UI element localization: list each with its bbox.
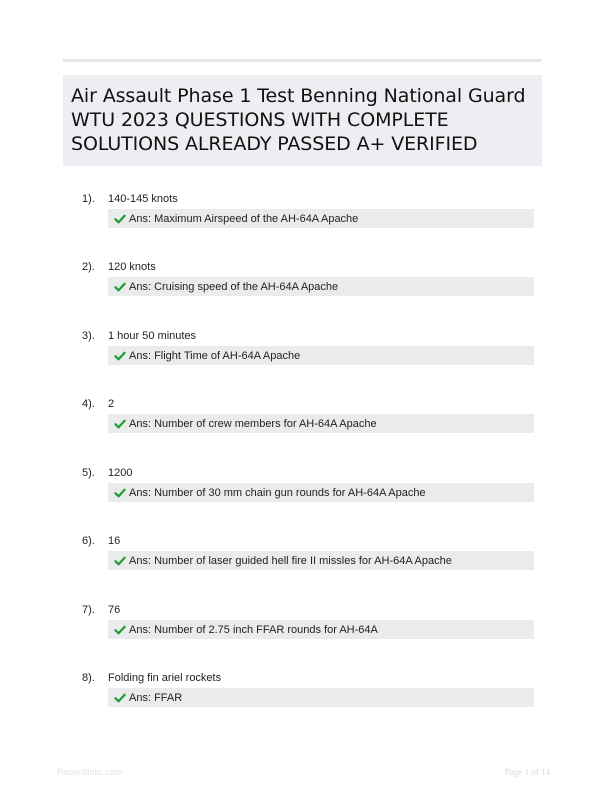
qa-item (0, 466, 606, 526)
check-icon (114, 487, 126, 499)
question-number: 1). (82, 193, 95, 205)
check-icon (114, 555, 126, 567)
footer-watermark: PaperStolic.com (57, 767, 123, 777)
qa-item (0, 260, 606, 320)
question-text: 1200 (108, 467, 133, 479)
document-title: Air Assault Phase 1 Test Benning National Guard WTU 2023 QUESTIONS WITH COMPLETE SOLUTIONS ALREADY PASSED A+ VERIFIED (71, 85, 526, 155)
question-number: 4). (82, 398, 95, 410)
question-text: 16 (108, 535, 121, 547)
qa-item (0, 329, 606, 389)
question-text: 120 knots (108, 261, 156, 273)
check-icon (114, 692, 126, 704)
question-text: Folding fin ariel rockets (108, 672, 222, 684)
qa-item (0, 534, 606, 594)
answer-box (108, 209, 534, 228)
check-icon (114, 213, 126, 225)
question-number: 2). (82, 261, 95, 273)
question-text: 76 (108, 604, 121, 616)
check-icon (114, 624, 126, 636)
question-number: 8). (82, 672, 95, 684)
answer-box (108, 346, 534, 365)
qa-item (0, 671, 606, 731)
answer-box (108, 277, 534, 296)
answer-text: Ans: Cruising speed of the AH-64A Apache (129, 280, 339, 293)
answer-text: Ans: Number of 30 mm chain gun rounds for AH-64A Apache (129, 486, 426, 499)
answer-text: Ans: Number of crew members for AH-64A Apache (129, 417, 377, 430)
answer-text: Ans: Number of 2.75 inch FFAR rounds for AH-64A (129, 623, 378, 636)
answer-box (108, 620, 534, 639)
answer-text: Ans: FFAR (129, 691, 183, 704)
question-text: 1 hour 50 minutes (108, 330, 197, 342)
qa-item (0, 603, 606, 663)
check-icon (114, 281, 126, 293)
qa-item (0, 192, 606, 252)
answer-text: Ans: Number of laser guided hell fire II missles for AH-64A Apache (129, 554, 452, 567)
answer-text: Ans: Maximum Airspeed of the AH-64A Apache (129, 212, 359, 225)
answer-box (108, 551, 534, 570)
answer-box (108, 688, 534, 707)
answer-box (108, 483, 534, 502)
question-number: 5). (82, 467, 95, 479)
qa-item (0, 397, 606, 457)
check-icon (114, 350, 126, 362)
answer-box (108, 414, 534, 433)
check-icon (114, 418, 126, 430)
question-number: 6). (82, 535, 95, 547)
page-number: Page 1 of 14 (504, 767, 550, 777)
question-text: 140-145 knots (108, 193, 178, 205)
answer-text: Ans: Flight Time of AH-64A Apache (129, 349, 301, 362)
question-number: 3). (82, 330, 95, 342)
question-number: 7). (82, 604, 95, 616)
question-text: 2 (108, 398, 115, 410)
